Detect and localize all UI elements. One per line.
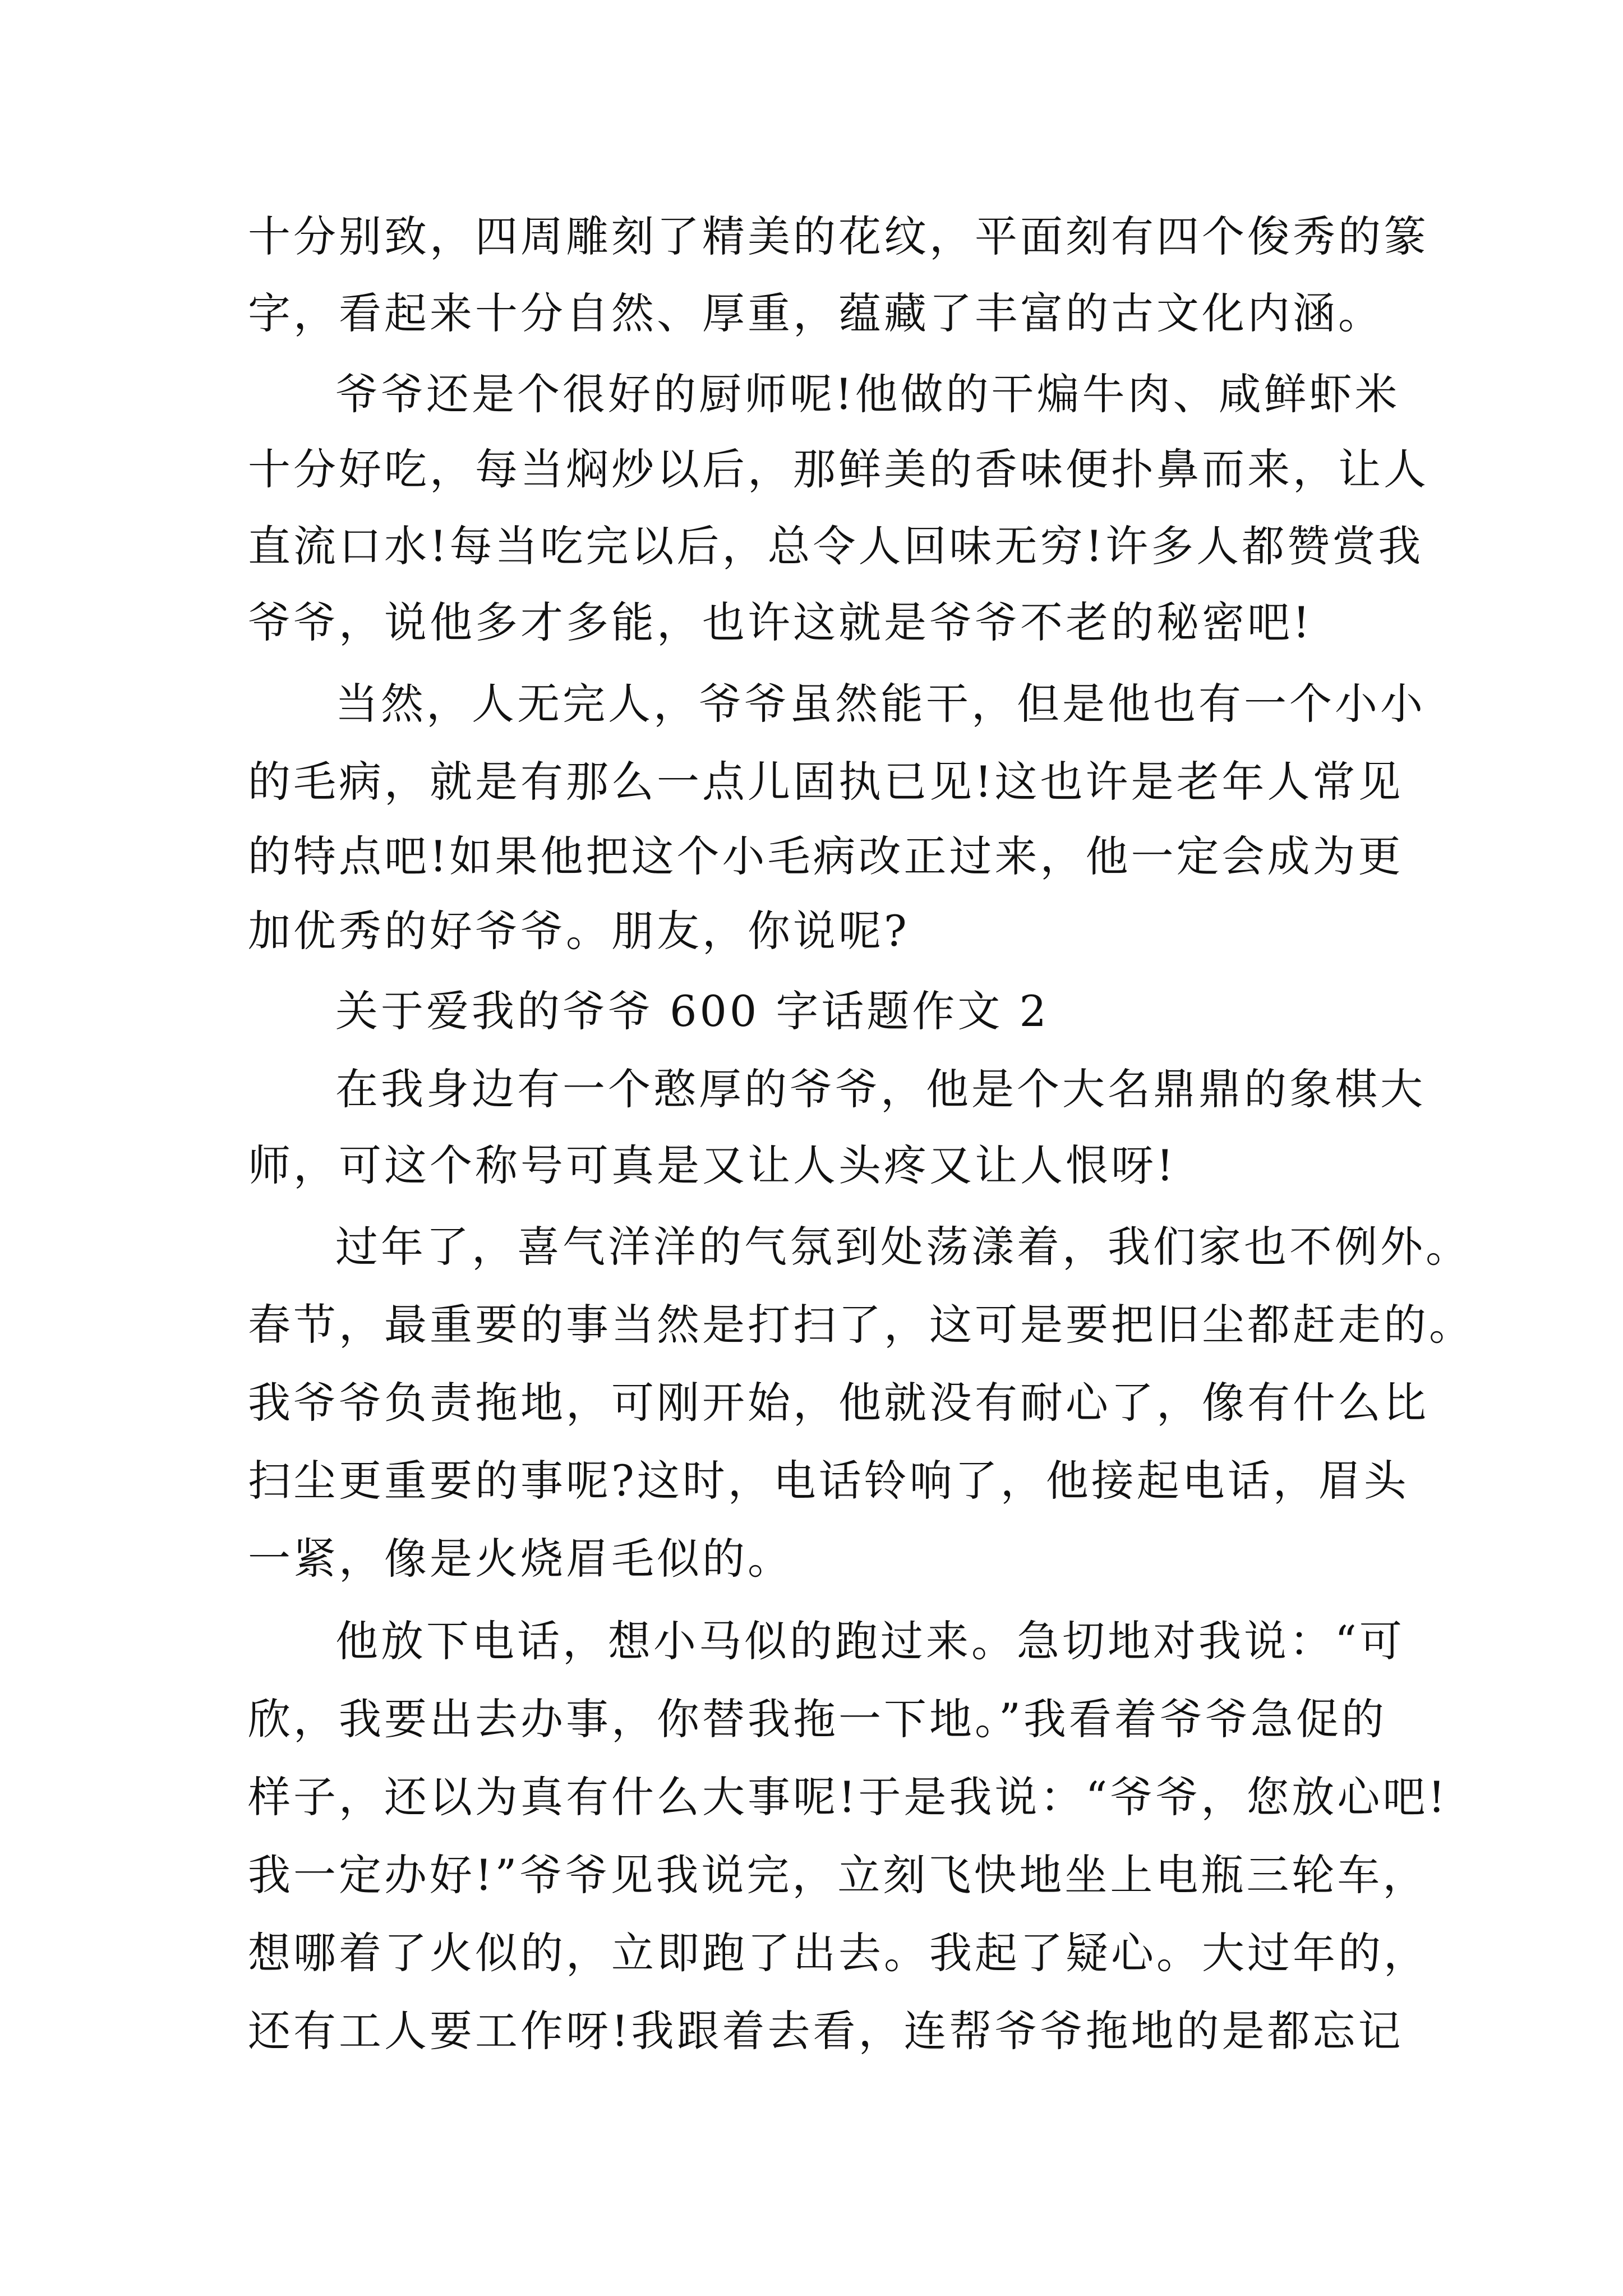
text-line: 我一定办好!”爷爷见我说完，立刻飞快地坐上电瓶三轮车， (248, 1850, 1428, 1900)
text-line: 想哪着了火似的，立即跑了出去。我起了疑心。大过年的， (248, 1928, 1429, 1978)
paragraph-first-line: 他放下电话，想小马似的跑过来。急切地对我说：“可 (335, 1616, 1405, 1666)
paragraph-first-line: 过年了，喜气洋洋的气氛到处荡漾着，我们家也不例外。 (335, 1222, 1471, 1272)
text-line: 字，看起来十分自然、厚重，蕴藏了丰富的古文化内涵。 (248, 288, 1384, 338)
text-line: 的毛病，就是有那么一点儿固执已见!这也许是老年人常见 (248, 757, 1404, 807)
text-line: 还有工人要工作呀!我跟着去看，连帮爷爷拖地的是都忘记 (248, 2006, 1404, 2056)
text-line: 我爷爷负责拖地，可刚开始，他就没有耐心了，像有什么比 (248, 1378, 1429, 1428)
text-line: 十分别致，四周雕刻了精美的花纹，平面刻有四个俊秀的篆 (248, 211, 1429, 261)
text-line: 扫尘更重要的事呢?这时，电话铃响了，他接起电话，眉头 (248, 1456, 1409, 1506)
text-line: 春节，最重要的事当然是打扫了，这可是要把旧尘都赶走的。 (248, 1300, 1474, 1350)
text-line: 加优秀的好爷爷。朋友，你说呢? (248, 906, 910, 956)
text-line: 十分好吃，每当焖炒以后，那鲜美的香味便扑鼻而来，让人 (248, 444, 1429, 494)
text-line: 的特点吧!如果他把这个小毛病改正过来，他一定会成为更 (248, 831, 1404, 881)
paragraph-first-line: 在我身边有一个憨厚的爷爷，他是个大名鼎鼎的象棋大 (335, 1064, 1426, 1114)
text-line: 师，可这个称号可真是又让人头疼又让人恨呀! (248, 1140, 1177, 1190)
text-line: 一紧，像是火烧眉毛似的。 (248, 1534, 793, 1584)
text-line: 欣，我要出去办事，你替我拖一下地。”我看着爷爷急促的 (248, 1694, 1387, 1744)
paragraph-first-line: 当然，人无完人，爷爷虽然能干，但是他也有一个小小 (335, 679, 1426, 729)
paragraph-first-line: 爷爷还是个很好的厨师呢!他做的干煸牛肉、咸鲜虾米 (335, 369, 1400, 419)
text-line: 爷爷，说他多才多能，也许这就是爷爷不老的秘密吧! (248, 597, 1313, 647)
text-line: 直流口水!每当吃完以后，总令人回味无穷!许多人都赞赏我 (248, 521, 1424, 571)
section-heading: 关于爱我的爷爷 600 字话题作文 2 (335, 986, 1049, 1036)
text-line: 样子，还以为真有什么大事呢!于是我说：“爷爷，您放心吧! (248, 1772, 1448, 1822)
